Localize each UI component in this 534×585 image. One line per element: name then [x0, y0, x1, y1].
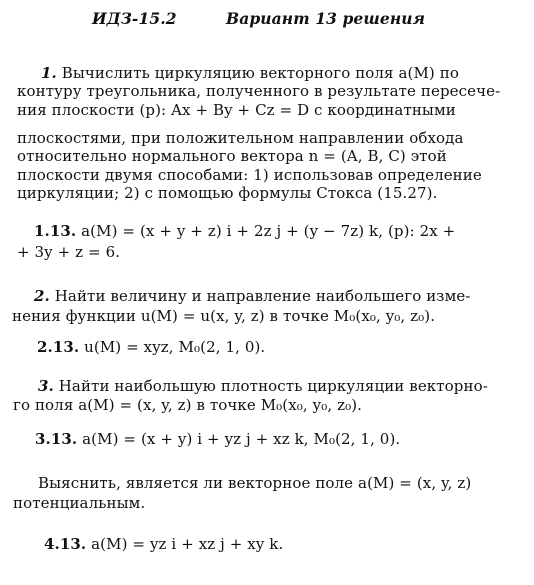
- ex4-line: [44, 535, 283, 553]
- task2-line-2: нения функции u(M) = u(x, y, z) в точке M₀(x₀, y₀, z₀).: [12, 307, 436, 325]
- task4-line-2: потенциальным.: [13, 494, 146, 512]
- task3-line-1: [38, 377, 488, 395]
- task1-line-2: контуру треугольника, полученного в результате пересече-: [17, 82, 501, 100]
- ex2-text: u(M) = xyz, M₀(2, 1, 0).: [84, 338, 266, 356]
- task1-line-5: относительно нормального вектора n = (A, B, C) этой: [17, 147, 447, 165]
- ex2-line: [37, 338, 265, 356]
- task4-line-1: Выяснить, является ли векторное поле a(M) = (x, y, z): [38, 474, 472, 492]
- task3-text-1: Найти наибольшую плотность циркуляции векторно-: [58, 377, 488, 395]
- task2-line-1: [34, 287, 470, 305]
- ex1-text-1: a(M) = (x + y + z) i + 2z j + (y − 7z) k, (p): 2x +: [81, 222, 456, 240]
- task1-line-7: циркуляции; 2) с помощью формулы Стокса (15.27).: [17, 184, 438, 202]
- ex3-number: 3.13.: [35, 430, 78, 448]
- variant-title: Вариант 13 решения: [226, 9, 426, 28]
- task2-text-1: Найти величину и направление наибольшего изме-: [54, 287, 471, 305]
- task2-number: 2.: [34, 287, 50, 305]
- task1-line-4: плоскостями, при положительном направлении обхода: [17, 129, 464, 147]
- ex4-text: a(M) = yz i + xz j + xy k.: [91, 535, 284, 553]
- task1-number: 1.: [41, 64, 57, 82]
- task3-number: 3.: [38, 377, 54, 395]
- ex1-line-1: [34, 222, 455, 240]
- ex3-text: a(M) = (x + y) i + yz j + xz k, M₀(2, 1, 0).: [82, 430, 401, 448]
- ex1-line-2: + 3y + z = 6.: [17, 243, 121, 261]
- ex4-number: 4.13.: [44, 535, 87, 553]
- ex1-number: 1.13.: [34, 222, 77, 240]
- doc-code: ИДЗ-15.2: [92, 9, 177, 28]
- task1-text-1: Вычислить циркуляцию векторного поля a(M) по: [61, 64, 459, 82]
- ex3-line: [35, 430, 400, 448]
- task1-line-3: ния плоскости (p): Ax + By + Cz = D с координатными: [17, 101, 456, 119]
- task1-line-1: [41, 64, 459, 82]
- task1-line-6: плоскости двумя способами: 1) использовав определение: [17, 166, 482, 184]
- ex2-number: 2.13.: [37, 338, 80, 356]
- task3-line-2: го поля a(M) = (x, y, z) в точке M₀(x₀, y₀, z₀).: [13, 396, 363, 414]
